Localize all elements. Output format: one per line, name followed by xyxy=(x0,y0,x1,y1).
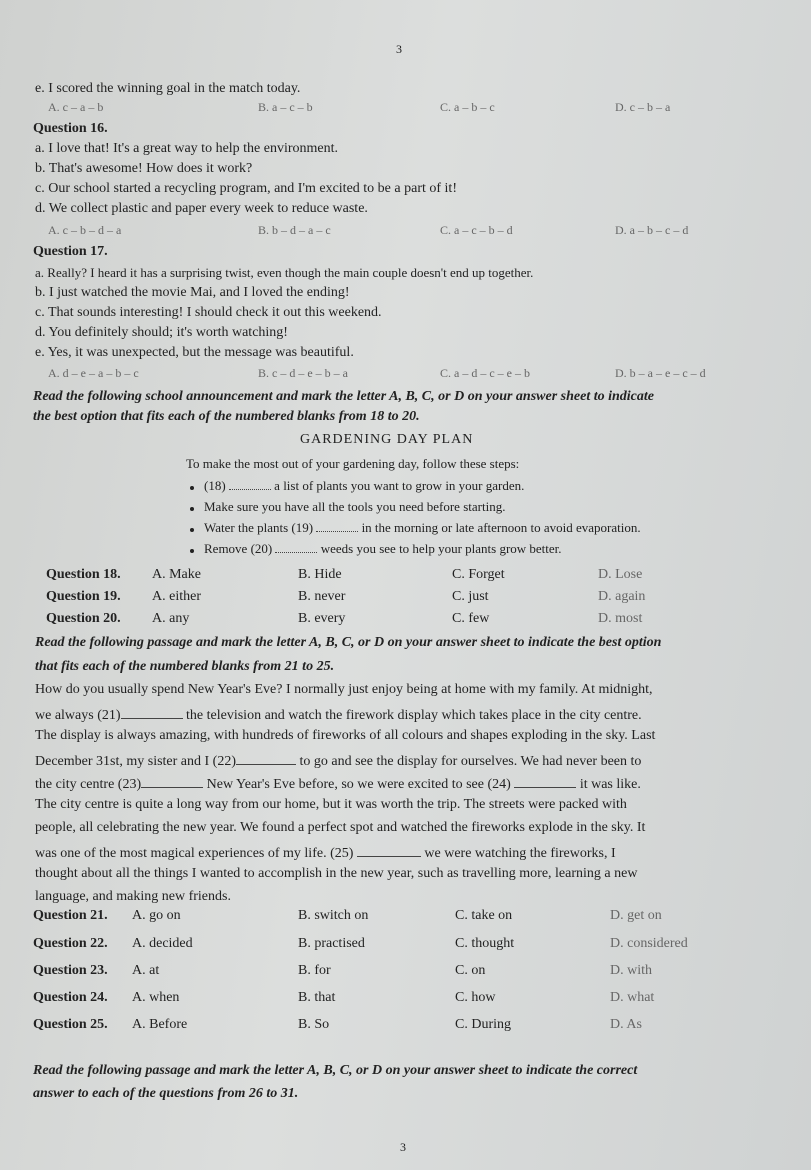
passage-line xyxy=(35,773,641,794)
option-c[interactable]: C. thought xyxy=(455,936,515,951)
question-label: Question 22. xyxy=(33,936,108,951)
option-a[interactable]: A. Before xyxy=(132,1017,188,1032)
bullet-text: in the morning or late afternoon to avoid evaporation. xyxy=(361,520,641,535)
option-b[interactable]: B. b – d – a – c xyxy=(258,223,331,237)
q16-item-a: a. I love that! It's a great way to help the environment. xyxy=(35,141,339,156)
question-label: Question 24. xyxy=(33,990,108,1005)
option-d[interactable]: D. considered xyxy=(610,936,688,951)
passage-line: language, and making new friends. xyxy=(35,889,231,904)
option-c[interactable]: C. how xyxy=(455,990,496,1005)
passage-text: we always (21) xyxy=(35,708,121,723)
option-a[interactable]: A. either xyxy=(152,589,201,604)
option-b[interactable]: B. that xyxy=(298,990,336,1005)
passage-line: The display is always amazing, with hundreds of fireworks of all colours and shapes exploding in the sky. Last xyxy=(35,728,656,743)
bullet-icon xyxy=(190,507,194,511)
bullet-icon xyxy=(190,528,194,532)
option-b[interactable]: B. switch on xyxy=(298,908,369,923)
option-d[interactable]: D. get on xyxy=(610,908,662,923)
option-a[interactable]: A. when xyxy=(132,990,180,1005)
bullet-text: (18) xyxy=(204,478,226,493)
bullet-text: Remove (20) xyxy=(204,541,273,556)
passage-text: was one of the most magical experiences of my life. (25) xyxy=(35,846,354,861)
passage-line: The city centre is quite a long way from our home, but it was worth the trip. The streets were packed with xyxy=(35,797,627,812)
option-a[interactable]: A. decided xyxy=(132,936,193,951)
blank-22[interactable] xyxy=(236,750,296,765)
passage-text: we were watching the fireworks, I xyxy=(424,846,616,861)
option-b[interactable]: B. every xyxy=(298,611,346,626)
q15-item-e: e. I scored the winning goal in the match today. xyxy=(35,81,301,96)
option-c[interactable]: C. a – b – c xyxy=(440,100,495,114)
q17-item-e: e. Yes, it was unexpected, but the message was beautiful. xyxy=(35,345,354,360)
bullet-item-20 xyxy=(204,540,562,558)
passage-line: How do you usually spend New Year's Eve? I normally just enjoy being at home with my family. At midnight, xyxy=(35,682,653,697)
q17-item-d: d. You definitely should; it's worth watching! xyxy=(35,325,288,340)
question-label: Question 21. xyxy=(33,908,108,923)
section3-instruction-line2: answer to each of the questions from 26 to 31. xyxy=(33,1086,299,1101)
option-d[interactable]: D. most xyxy=(598,611,643,626)
bullet-text: a list of plants you want to grow in your garden. xyxy=(274,478,525,493)
blank-25[interactable] xyxy=(357,842,421,857)
q17-item-b: b. I just watched the movie Mai, and I loved the ending! xyxy=(35,285,350,300)
option-b[interactable]: B. practised xyxy=(298,936,365,951)
blank-18[interactable] xyxy=(229,477,271,490)
option-d[interactable]: D. a – b – c – d xyxy=(615,223,689,237)
question-label: Question 18. xyxy=(46,567,121,582)
option-c[interactable]: C. just xyxy=(452,589,489,604)
option-d[interactable]: D. b – a – e – c – d xyxy=(615,366,706,380)
passage-text: the city centre (23) xyxy=(35,777,142,792)
option-c[interactable]: C. a – d – c – e – b xyxy=(440,366,530,380)
blank-24[interactable] xyxy=(514,773,576,788)
option-d[interactable]: D. with xyxy=(610,963,652,978)
passage-line xyxy=(35,842,616,863)
section1-instruction-line1: Read the following school announcement and mark the letter A, B, C, or D on your answer sheet to indicate xyxy=(33,389,654,404)
option-a[interactable]: A. c – b – d – a xyxy=(48,223,122,237)
option-c[interactable]: C. During xyxy=(455,1017,511,1032)
passage-text: the television and watch the firework display which takes place in the city centre. xyxy=(186,708,642,723)
bullet-item-18 xyxy=(204,477,524,495)
option-b[interactable]: B. c – d – e – b – a xyxy=(258,366,348,380)
option-d[interactable]: D. c – b – a xyxy=(615,100,671,114)
option-d[interactable]: D. Lose xyxy=(598,567,643,582)
section1-instruction-line2: the best option that fits each of the numbered blanks from 18 to 20. xyxy=(33,409,420,424)
option-c[interactable]: C. a – c – b – d xyxy=(440,223,513,237)
option-a[interactable]: A. d – e – a – b – c xyxy=(48,366,139,380)
q16-item-c: c. Our school started a recycling program, and I'm excited to be a part of it! xyxy=(35,181,457,196)
question-label: Question 23. xyxy=(33,963,108,978)
question-label: Question 19. xyxy=(46,589,121,604)
question-label: Question 20. xyxy=(46,611,121,626)
passage-text: it was like. xyxy=(579,777,641,792)
option-d[interactable]: D. As xyxy=(610,1017,642,1032)
option-b[interactable]: B. never xyxy=(298,589,346,604)
option-b[interactable]: B. a – c – b xyxy=(258,100,313,114)
option-a[interactable]: A. any xyxy=(152,611,190,626)
blank-21[interactable] xyxy=(121,704,183,719)
q17-item-c: c. That sounds interesting! I should check it out this weekend. xyxy=(35,305,382,320)
passage-line: thought about all the things I wanted to accomplish in the new year, such as travelling more, learning a new xyxy=(35,866,638,881)
bullet-text: weeds you see to help your plants grow better. xyxy=(320,541,562,556)
blank-19[interactable] xyxy=(316,519,358,532)
option-b[interactable]: B. for xyxy=(298,963,331,978)
bullet-item-19 xyxy=(204,519,641,537)
option-c[interactable]: C. on xyxy=(455,963,486,978)
blank-23[interactable] xyxy=(141,773,203,788)
blank-20[interactable] xyxy=(275,540,317,553)
announcement-title: GARDENING DAY PLAN xyxy=(300,432,474,447)
page-number-top: 3 xyxy=(396,42,402,56)
announcement-intro: To make the most out of your gardening day, follow these steps: xyxy=(186,456,520,471)
section3-instruction-line1: Read the following passage and mark the letter A, B, C, or D on your answer sheet to indicate the correct xyxy=(33,1063,638,1078)
section2-instruction-line1: Read the following passage and mark the letter A, B, C, or D on your answer sheet to indicate the best option xyxy=(35,635,662,650)
q17-item-a: a. Really? I heard it has a surprising twist, even though the main couple doesn't end up together. xyxy=(35,265,534,280)
option-d[interactable]: D. again xyxy=(598,589,646,604)
page-number-bottom: 3 xyxy=(400,1140,406,1154)
option-a[interactable]: A. at xyxy=(132,963,160,978)
section2-instruction-line2: that fits each of the numbered blanks from 21 to 25. xyxy=(35,659,335,674)
passage-text: December 31st, my sister and I (22) xyxy=(35,754,236,769)
option-c[interactable]: C. Forget xyxy=(452,567,505,582)
passage-text: to go and see the display for ourselves. We had never been to xyxy=(299,754,642,769)
passage-text: New Year's Eve before, so we were excited to see (24) xyxy=(206,777,511,792)
q16-item-b: b. That's awesome! How does it work? xyxy=(35,161,253,176)
option-d[interactable]: D. what xyxy=(610,990,655,1005)
q16-item-d: d. We collect plastic and paper every week to reduce waste. xyxy=(35,201,368,216)
option-b[interactable]: B. So xyxy=(298,1017,330,1032)
option-a[interactable]: A. c – a – b xyxy=(48,100,104,114)
bullet-icon xyxy=(190,486,194,490)
question-label: Question 25. xyxy=(33,1017,108,1032)
option-c[interactable]: C. few xyxy=(452,611,490,626)
bullet-text: Water the plants (19) xyxy=(204,520,314,535)
question-16-label: Question 16. xyxy=(33,121,108,136)
option-c[interactable]: C. take on xyxy=(455,908,513,923)
passage-line xyxy=(35,750,641,771)
option-b[interactable]: B. Hide xyxy=(298,567,342,582)
bullet-icon xyxy=(190,549,194,553)
question-17-label: Question 17. xyxy=(33,244,108,259)
option-a[interactable]: A. Make xyxy=(152,567,201,582)
option-a[interactable]: A. go on xyxy=(132,908,181,923)
bullet-item-tools: Make sure you have all the tools you need before starting. xyxy=(204,499,506,514)
passage-line: people, all celebrating the new year. We found a perfect spot and watched the fireworks explode in the sky. It xyxy=(35,820,646,835)
passage-line xyxy=(35,704,642,725)
